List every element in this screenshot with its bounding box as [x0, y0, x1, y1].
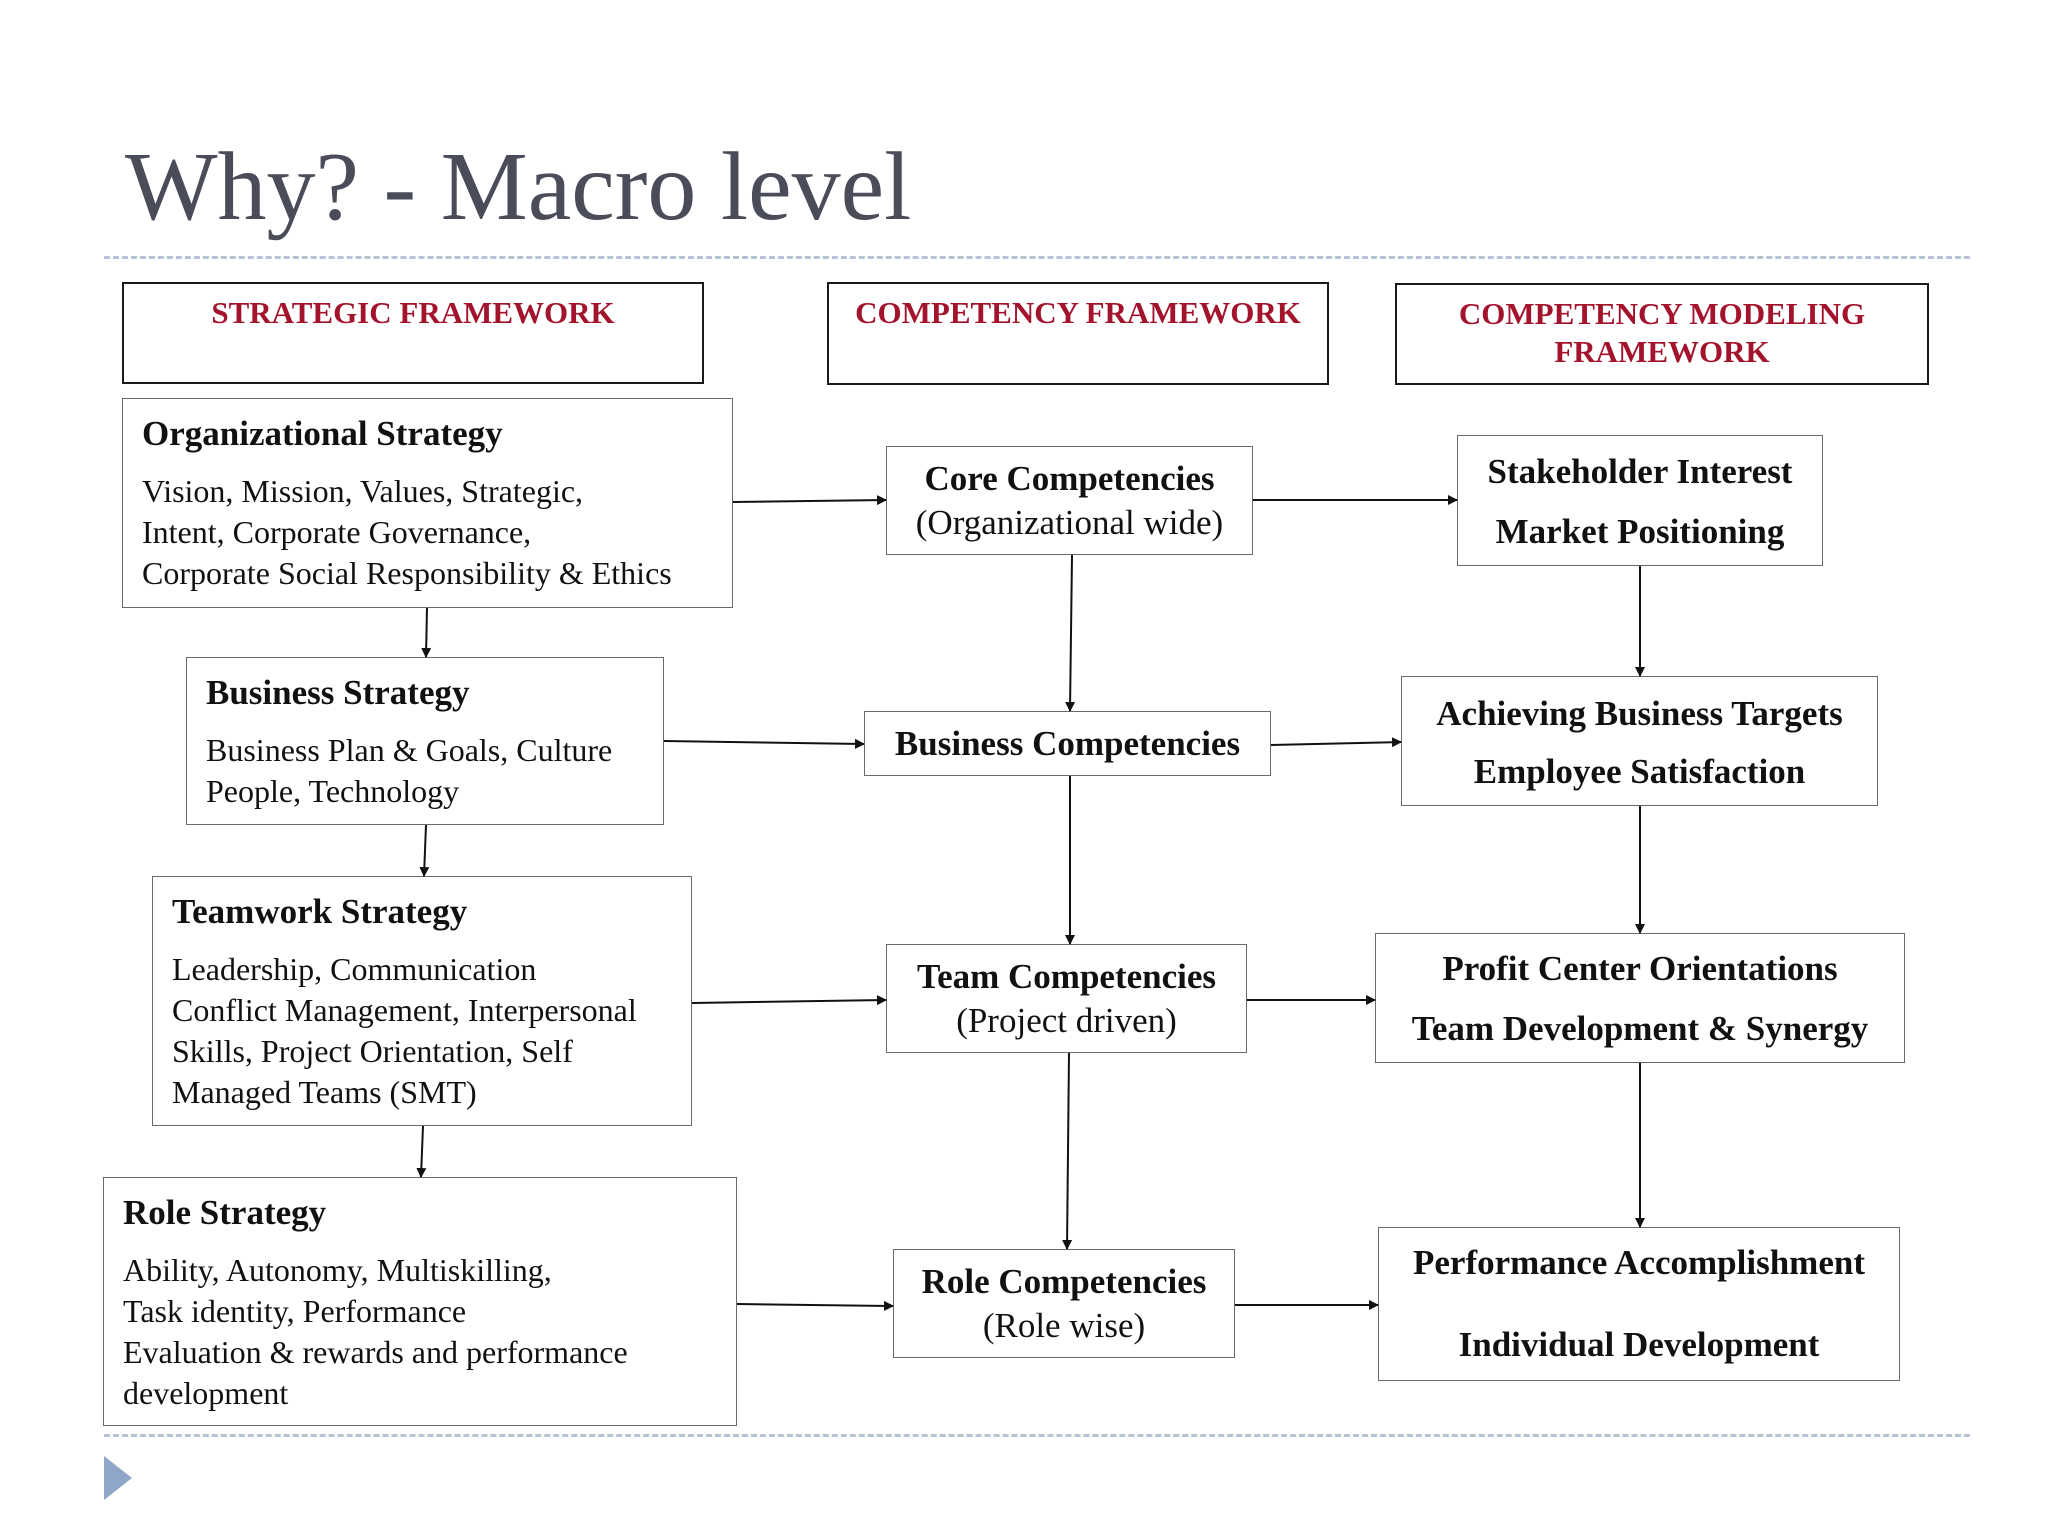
arrow-team-to-role-comp	[1067, 1053, 1069, 1249]
arrow-core-to-business-comp	[1070, 555, 1072, 711]
header-competency-modeling-framework: COMPETENCY MODELING FRAMEWORK	[1395, 283, 1929, 385]
organizational-strategy-title: Organizational Strategy	[142, 414, 503, 453]
next-slide-triangle-icon	[104, 1456, 132, 1500]
market-positioning-text: Market Positioning	[1495, 512, 1785, 551]
arrow-business-to-teamwork	[424, 825, 426, 876]
arrow-business-comp-to-targets	[1271, 742, 1401, 745]
core-competencies-title: Core Competencies	[924, 458, 1215, 498]
teamwork-strategy-desc: Leadership, Communication Conflict Management, Interpersonal Skills, Project Orientation, Self Managed Teams (SMT)	[172, 951, 637, 1110]
organizational-strategy-desc: Vision, Mission, Values, Strategic, Intent, Corporate Governance, Corporate Social Responsibility & Ethics	[142, 473, 672, 591]
employee-satisfaction-text: Employee Satisfaction	[1473, 752, 1806, 791]
individual-development-text: Individual Development	[1458, 1325, 1820, 1364]
arrow-teamwork-to-role	[421, 1126, 423, 1177]
arrow-teamwork-to-team-comp	[692, 1000, 886, 1003]
role-strategy-title: Role Strategy	[123, 1193, 327, 1232]
arrow-org-to-core	[733, 500, 886, 502]
profit-center-orientations-text: Profit Center Orientations	[1442, 949, 1838, 988]
header-competency-framework: COMPETENCY FRAMEWORK	[827, 282, 1329, 385]
team-development-synergy-text: Team Development & Synergy	[1411, 1009, 1869, 1048]
arrow-business-to-business-comp	[664, 741, 864, 744]
performance-accomplishment-text: Performance Accomplishment	[1413, 1243, 1865, 1282]
header-strategic-framework: STRATEGIC FRAMEWORK	[122, 282, 704, 384]
business-strategy-desc: Business Plan & Goals, Culture People, Technology	[206, 732, 613, 809]
slide-title: Why? - Macro level	[125, 133, 912, 241]
core-competencies-desc: (Organizational wide)	[915, 502, 1224, 542]
team-competencies-title: Team Competencies	[916, 956, 1217, 996]
role-strategy-desc: Ability, Autonomy, Multiskilling, Task identity, Performance Evaluation & rewards and performance development	[123, 1252, 628, 1411]
arrow-role-to-role-comp	[737, 1304, 893, 1306]
business-competencies-title: Business Competencies	[894, 723, 1241, 763]
role-competencies-title: Role Competencies	[921, 1261, 1207, 1301]
role-competencies-desc: (Role wise)	[982, 1305, 1146, 1345]
business-strategy-title: Business Strategy	[206, 673, 470, 712]
team-competencies-desc: (Project driven)	[956, 1000, 1177, 1040]
teamwork-strategy-title: Teamwork Strategy	[172, 892, 468, 931]
achieving-business-targets-text: Achieving Business Targets	[1436, 694, 1843, 733]
stakeholder-interest-text: Stakeholder Interest	[1487, 452, 1793, 491]
arrow-org-to-business	[426, 608, 427, 657]
